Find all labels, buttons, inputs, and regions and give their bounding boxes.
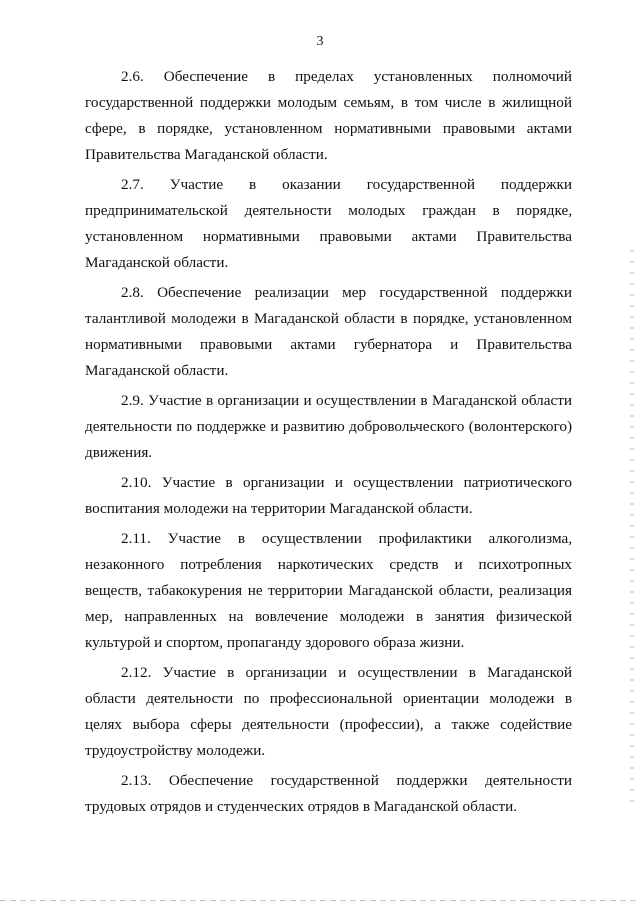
paragraph-2-11: 2.11. Участие в осуществлении профилактики алкоголизма, незаконного потребления наркотических средств и психотропных веществ, табакокурения не территории Магаданской области, реализация мер, направленных на вовлечение молодежи в занятия физической культурой и спортом, пропаганду здорового образа жизни. [85, 530, 572, 651]
paragraph-2-6: 2.6. Обеспечение в пределах установленных полномочий государственной поддержки молодым семьям, в том числе в жилищной сфере, в порядке, установленном нормативными правовыми актами Правительства Магаданской области. [85, 68, 572, 163]
paragraph-2-12: 2.12. Участие в организации и осуществлении в Магаданской области деятельности по профессиональной ориентации молодежи в целях выбора сферы деятельности (профессии), а также содействие трудоустройству молодежи. [85, 664, 572, 759]
paragraph-2-13: 2.13. Обеспечение государственной поддержки деятельности трудовых отрядов и студенческих отрядов в Магаданской области. [85, 772, 572, 815]
document-body [85, 64, 572, 824]
paragraph-2-8: 2.8. Обеспечение реализации мер государственной поддержки талантливой молодежи в Магаданской области в порядке, установленном нормативными правовыми актами губернатора и Правительства Магаданской области. [85, 284, 572, 379]
paragraph-2-10: 2.10. Участие в организации и осуществлении патриотического воспитания молодежи на территории Магаданской области. [85, 474, 572, 517]
paragraph-2-9: 2.9. Участие в организации и осуществлении в Магаданской области деятельности по поддержке и развитию добровольческого (волонтерского) движения. [85, 392, 572, 461]
page-number: 3 [316, 34, 324, 49]
scan-edge-artifact [630, 250, 634, 810]
paragraph-2-7: 2.7. Участие в оказании государственной поддержки предпринимательской деятельности молодых граждан в порядке, установленном нормативными правовыми актами Правительства Магаданской области. [85, 176, 572, 271]
scan-bottom-artifact [0, 900, 640, 901]
